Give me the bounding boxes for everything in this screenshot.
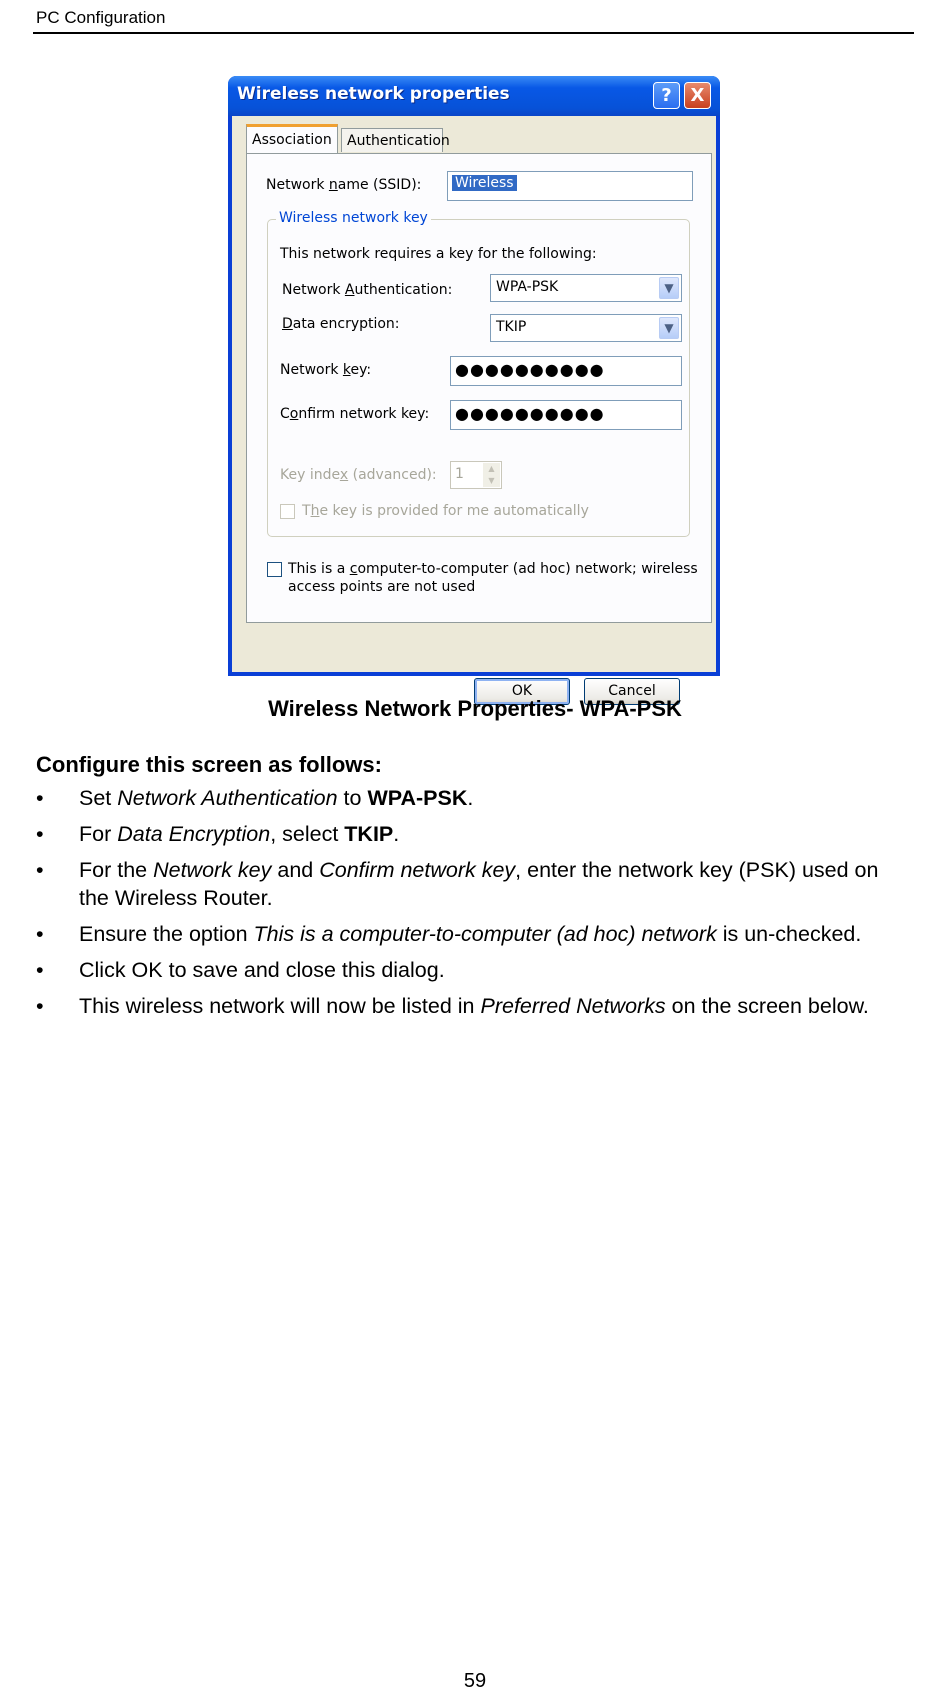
dialog-client [232,116,716,699]
ok-button[interactable]: OK [474,678,570,705]
adhoc-label: This is a computer-to-computer (ad hoc) network; wireless access points are not used [288,561,698,595]
key-index-value: 1 [455,466,464,482]
close-icon: X [690,85,705,106]
confirm-key-input[interactable] [450,400,682,430]
key-requirement-text: This network requires a key for the following: [280,246,597,262]
header-rule [33,32,914,34]
wireless-key-group [267,210,690,537]
wireless-key-group-title: Wireless network key [276,210,431,226]
auto-key-label: The key is provided for me automatically [302,503,589,519]
instructions-title: Configure this screen as follows: [36,752,382,777]
network-auth-select[interactable] [490,274,682,302]
key-index-stepper[interactable] [450,461,502,489]
close-button[interactable] [684,82,711,109]
ssid-input[interactable] [447,171,693,201]
data-encryption-select[interactable] [490,314,682,342]
network-auth-value: WPA-PSK [496,279,559,295]
list-item: • For Data Encryption, select TKIP. [36,820,906,848]
wireless-properties-dialog [228,76,720,699]
key-index-spin-buttons[interactable] [483,463,500,487]
list-item: • For the Network key and Confirm network key, enter the network key (PSK) used on the Wireless Router. [36,856,906,912]
key-index-label: Key index (advanced): [280,467,437,483]
dialog-titlebar[interactable] [228,76,720,116]
adhoc-checkbox[interactable] [267,562,282,577]
cancel-button[interactable]: Cancel [584,678,680,705]
instruction-list [36,784,906,1028]
tab-authentication[interactable]: Authentication [341,128,443,152]
network-auth-label: Network Authentication: [282,282,453,298]
spin-up-icon[interactable]: ▲ [488,464,495,473]
data-encryption-value: TKIP [496,319,527,335]
confirm-key-label: Confirm network key: [280,406,430,422]
association-panel [246,153,712,623]
data-encryption-label: Data encryption: [282,316,400,332]
network-key-input[interactable] [450,356,682,386]
ssid-label: Network name (SSID): [266,177,422,193]
list-item: • This wireless network will now be listed in Preferred Networks on the screen below. [36,992,906,1020]
list-item: • Set Network Authentication to WPA-PSK. [36,784,906,812]
dialog-title: Wireless network properties [237,84,510,104]
list-item: • Click OK to save and close this dialog. [36,956,906,984]
help-button[interactable]: ? [653,82,680,109]
page-header: PC Configuration [36,8,166,27]
figure-caption: Wireless Network Properties- WPA-PSK [268,696,682,721]
page-number: 59 [463,1670,487,1692]
network-key-label: Network key: [280,362,372,378]
list-item: • Ensure the option This is a computer-to-computer (ad hoc) network is un-checked. [36,920,906,948]
auto-key-checkbox[interactable] [280,504,295,519]
confirm-key-value: ●●●●●●●●●● [455,404,605,423]
spin-down-icon[interactable]: ▼ [488,476,495,485]
tab-association[interactable]: Association [246,124,338,154]
ssid-value: Wireless [452,175,517,191]
chevron-down-icon[interactable]: ▼ [659,317,679,339]
network-key-value: ●●●●●●●●●● [455,360,605,379]
chevron-down-icon[interactable]: ▼ [659,277,679,299]
